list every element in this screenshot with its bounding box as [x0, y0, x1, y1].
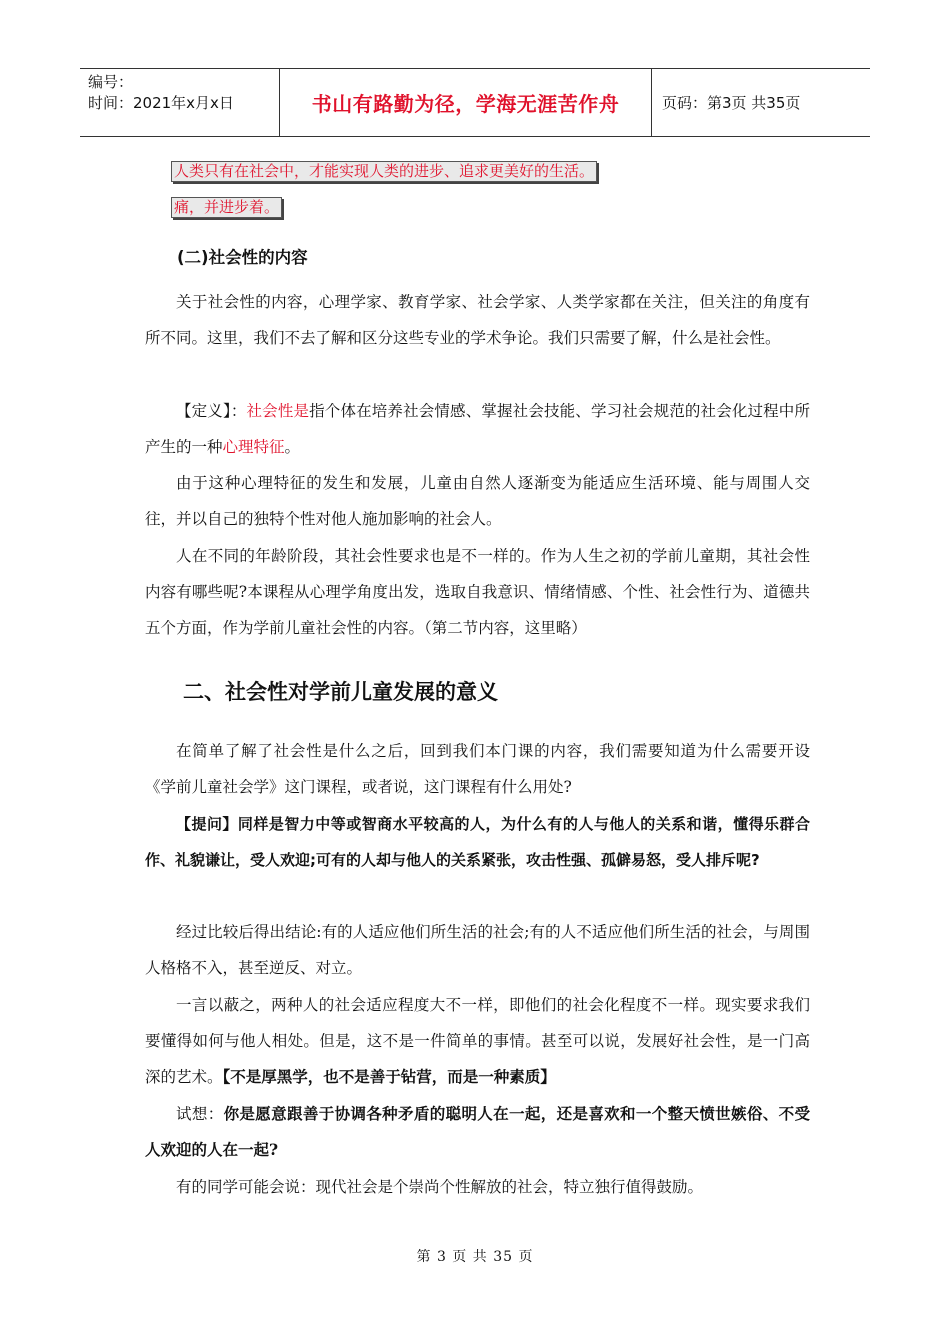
- thought-label: 试想：: [176, 1105, 224, 1123]
- paragraph-content-scope: 人在不同的年龄阶段，其社会性要求也是不一样的。作为人生之初的学前儿童期，其社会性内容有哪些呢?本课程从心理学角度出发，选取自我意识、情绪情感、个性、社会性行为、道德共五个方面，作为学前儿童社会性的内容。（第二节内容，这里略）: [145, 547, 810, 637]
- header-page-info: 页码：第3页 共35页: [662, 94, 801, 112]
- paragraph-conclusion: 经过比较后得出结论:有的人适应他们所生活的社会;有的人不适应他们所生活的社会，与周围人格格不入，甚至逆反、对立。: [145, 923, 810, 977]
- paragraph-socialization: [145, 987, 810, 1095]
- page-header: [80, 68, 870, 137]
- boxed-line-2: 痛，并进步着。: [171, 197, 282, 218]
- header-meta: [80, 69, 280, 136]
- boxed-line-1: 人类只有在社会中，才能实现人类的进步、追求更美好的生活。: [171, 161, 597, 182]
- paragraph-development: 由于这种心理特征的发生和发展，儿童由自然人逐渐变为能适应生活环境、能与周围人交往，并以自己的独特个性对他人施加影响的社会人。: [145, 474, 810, 528]
- definition-term: 社会性是: [246, 402, 310, 420]
- definition-period: 。: [284, 438, 301, 456]
- socialization-note: 【不是厚黑学，也不是善于钻营，而是一种素质】: [222, 1067, 556, 1086]
- document-number-label: 编号：: [88, 73, 134, 91]
- thought-question: 你是愿意跟善于协调各种矛盾的聪明人在一起，还是喜欢和一个整天愤世嫉俗、不受人欢迎的人在一起?: [145, 1104, 810, 1159]
- paragraph-student-view: 有的同学可能会说：现代社会是个崇尚个性解放的社会，特立独行值得鼓励。: [176, 1178, 704, 1196]
- paragraph-purpose: 在简单了解了社会性是什么之后，回到我们本门课的内容，我们需要知道为什么需要开设《学前儿童社会学》这门课程，或者说，这门课程有什么用处?: [145, 742, 810, 796]
- document-date: 时间：2021年x月x日: [88, 94, 234, 112]
- definition-label: 【定义】：: [176, 402, 247, 420]
- subheading: (二)社会性的内容: [177, 248, 308, 267]
- socialization-text: 一言以蔽之，两种人的社会适应程度大不一样，即他们的社会化程度不一样。现实要求我们要懂得如何与他人相处。但是，这不是一件简单的事情。甚至可以说，发展好社会性，是一门高深的艺术。: [145, 996, 810, 1086]
- paragraph-intro: 关于社会性的内容，心理学家、教育学家、社会学家、人类学家都在关注，但关注的角度有所不同。这里，我们不去了解和区分这些专业的学术争论。我们只需要了解，什么是社会性。: [145, 293, 810, 347]
- definition-highlight: 心理特征: [222, 438, 285, 456]
- paragraph-definition: [145, 393, 810, 465]
- page-footer: 第 3 页 共 35 页: [416, 1249, 534, 1265]
- paragraph-thought: [145, 1096, 810, 1168]
- section-heading: 二、社会性对学前儿童发展的意义: [183, 680, 498, 704]
- header-motto: 书山有路勤为径，学海无涯苦作舟: [280, 69, 652, 136]
- paragraph-question: 【提问】同样是智力中等或智商水平较高的人，为什么有的人与他人的关系和谐，懂得乐群合作、礼貌谦让，受人欢迎;可有的人却与他人的关系紧张，攻击性强、孤僻易怒，受人排斥呢?: [145, 815, 810, 869]
- definition-text: 指个体在培养社会情感、掌握社会技能、学习社会规范的社会化过程中所产生的一种: [145, 402, 810, 456]
